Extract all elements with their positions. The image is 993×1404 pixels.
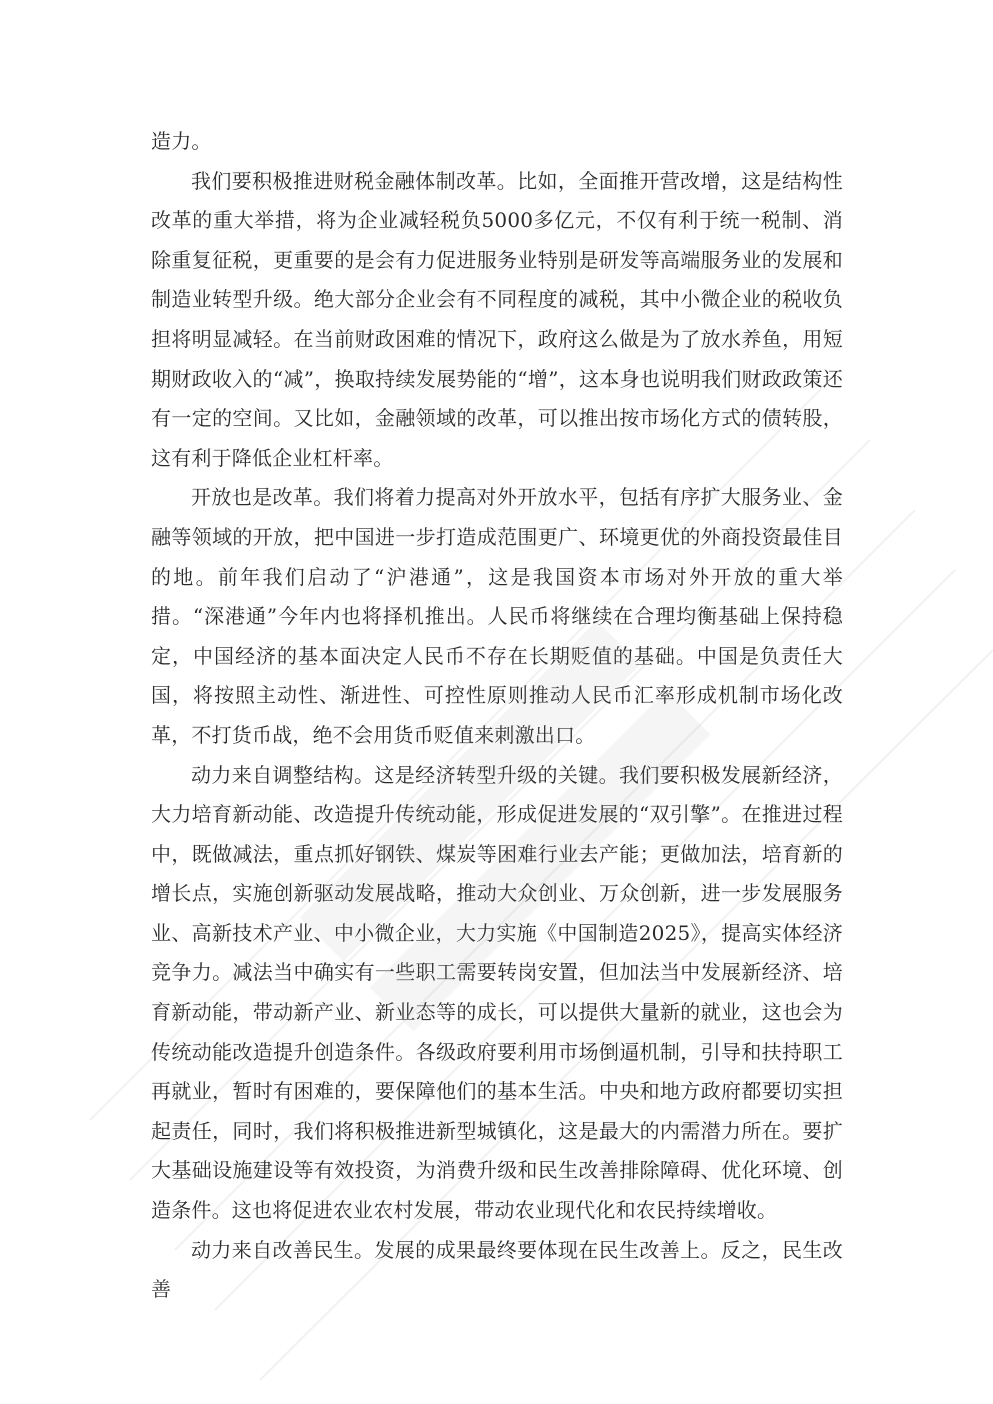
paragraph-3: 开放也是改革。我们将着力提高对外开放水平，包括有序扩大服务业、金融等领域的开放，把中国进一步打造成范围更广、环境更优的外商投资最佳目的地。前年我们启动了“沪港通”，这是我国资本市场对外开放的重大举措。“深港通”今年内也将择机推出。人民币将继续在合理均衡基础上保持稳定，中国经济的基本面决定人民币不存在长期贬值的基础。中国是负责任大国，将按照主动性、渐进性、可控性原则推动人民币汇率形成机制市场化改革，不打货币战，绝不会用货币贬值来刺激出口。 xyxy=(151,485,843,747)
paragraph-1: 造力。 xyxy=(151,129,212,153)
document-body xyxy=(151,122,843,1310)
paragraph-2: 我们要积极推进财税金融体制改革。比如，全面推开营改增，这是结构性改革的重大举措，将为企业减轻税负5000多亿元，不仅有利于统一税制、消除重复征税，更重要的是会有力促进服务业特别是研发等高端服务业的发展和制造业转型升级。绝大部分企业会有不同程度的减税，其中小微企业的税收负担将明显减轻。在当前财政困难的情况下，政府这么做是为了放水养鱼，用短期财政收入的“减”，换取持续发展势能的“增”，这本身也说明我们财政政策还有一定的空间。又比如，金融领域的改革，可以推出按市场化方式的债转股，这有利于降低企业杠杆率。 xyxy=(151,168,843,470)
paragraph-4: 动力来自调整结构。这是经济转型升级的关键。我们要积极发展新经济，大力培育新动能、改造提升传统动能，形成促进发展的“双引擎”。在推进过程中，既做减法，重点抓好钢铁、煤炭等困难行业去产能；更做加法，培育新的增长点，实施创新驱动发展战略，推动大众创业、万众创新，进一步发展服务业、高新技术产业、中小微企业，大力实施《中国制造2025》，提高实体经济竞争力。减法当中确实有一些职工需要转岗安置，但加法当中发展新经济、培育新动能，带动新产业、新业态等的成长，可以提供大量新的就业，这也会为传统动能改造提升创造条件。各级政府要利用市场倒逼机制，引导和扶持职工再就业，暂时有困难的，要保障他们的基本生活。中央和地方政府都要切实担起责任，同时，我们将积极推进新型城镇化，这是最大的内需潜力所在。要扩大基础设施建设等有效投资，为消费升级和民生改善排除障碍、优化环境、创造条件。这也将促进农业农村发展，带动农业现代化和农民持续增收。 xyxy=(151,762,843,1223)
paragraph-5: 动力来自改善民生。发展的成果最终要体现在民生改善上。反之，民生改善 xyxy=(151,1237,843,1302)
